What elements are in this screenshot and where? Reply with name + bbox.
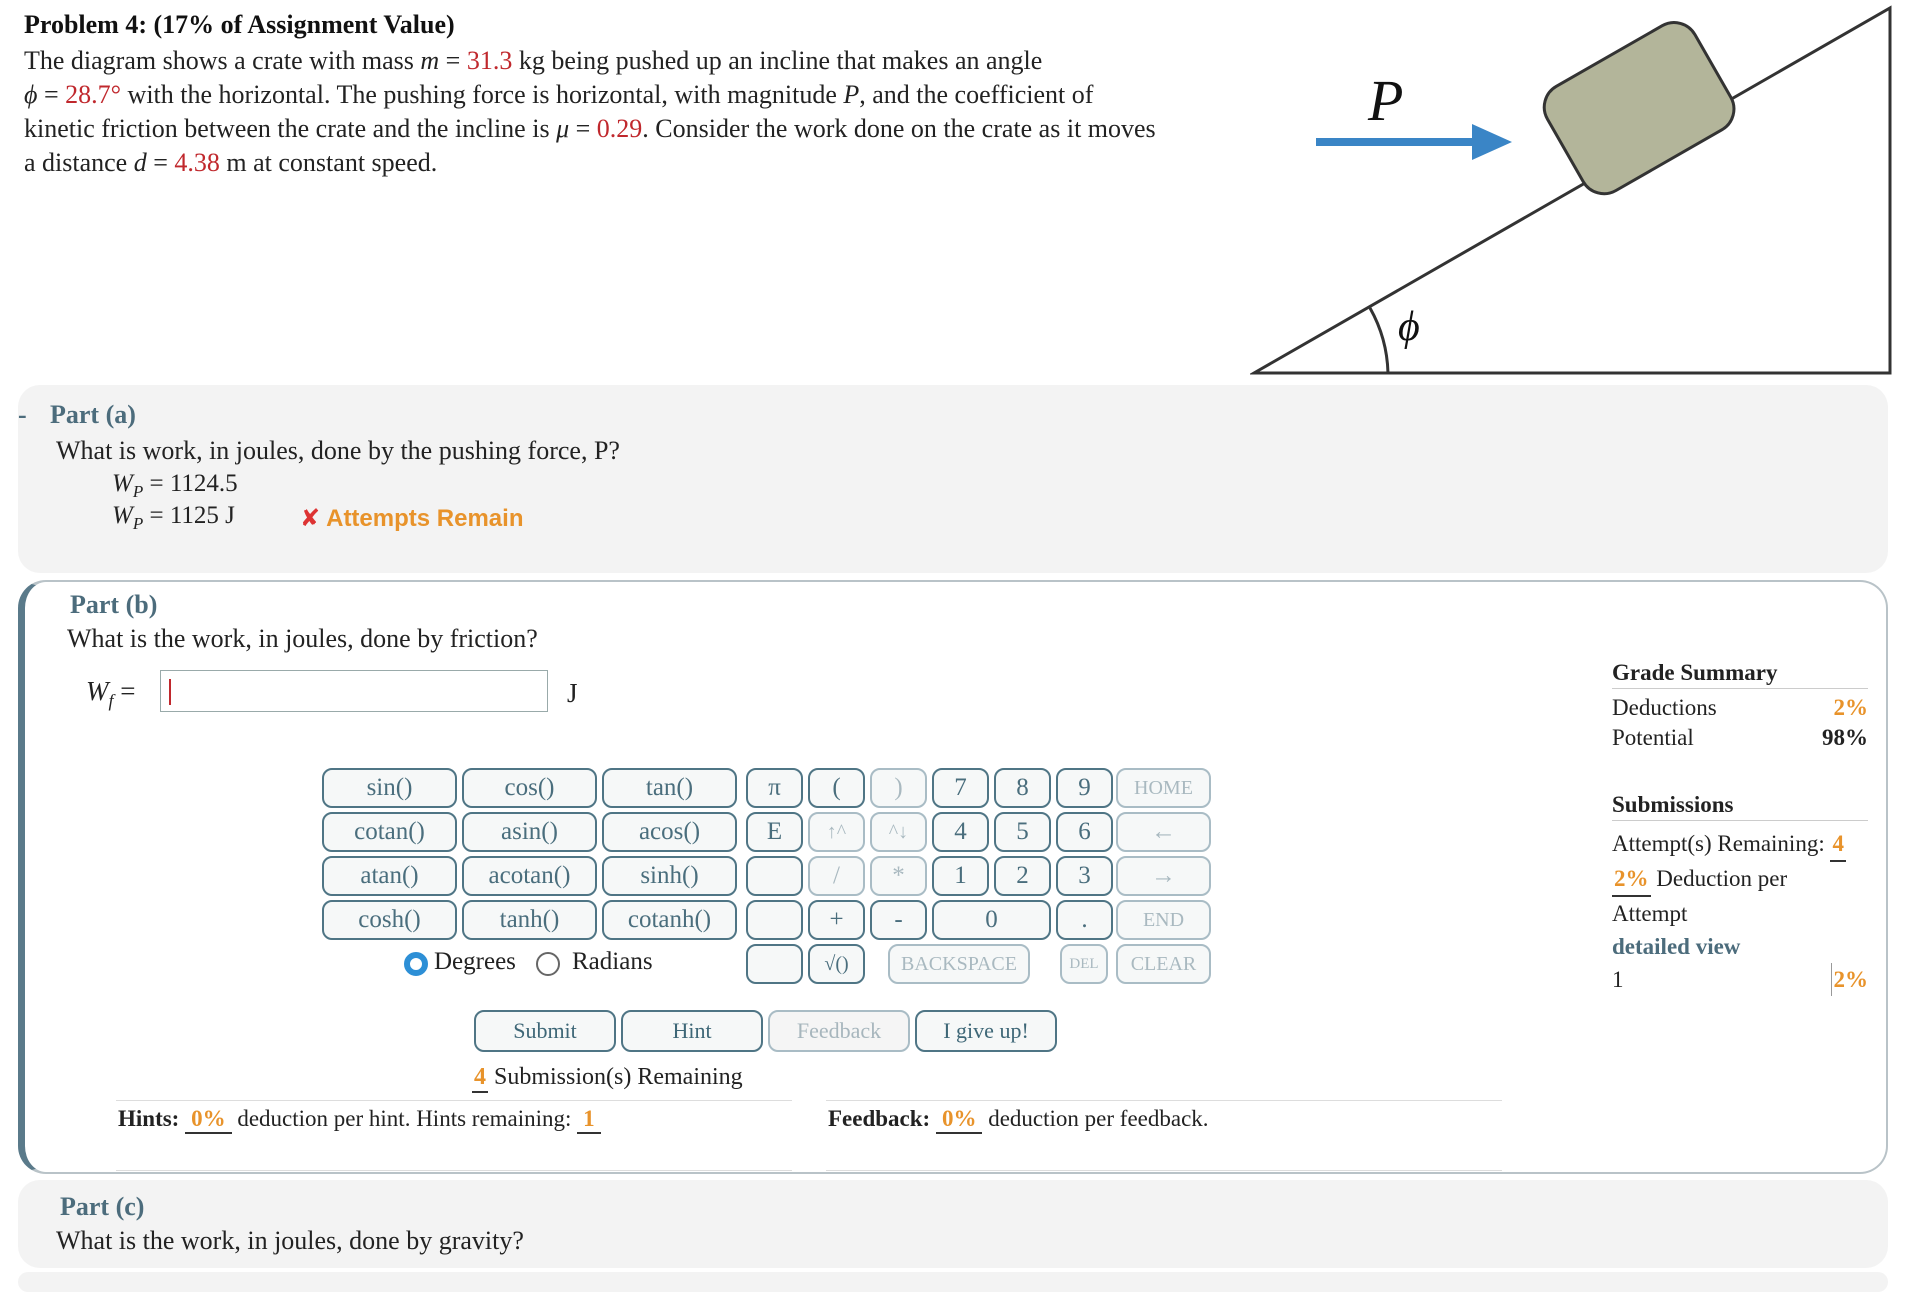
part-b-question: What is the work, in joules, done by friction? (67, 624, 538, 653)
end-button[interactable]: END (1116, 900, 1211, 940)
submissions-title: Submissions (1612, 792, 1868, 821)
key-acos[interactable]: acos() (602, 812, 737, 852)
radians-label[interactable]: Radians (572, 948, 653, 975)
incline-triangle (1254, 8, 1890, 373)
key-blank-3[interactable] (746, 944, 803, 984)
right-arrow-key[interactable]: → (1116, 856, 1211, 896)
unit-label: J (567, 678, 578, 708)
part-d-panel-edge (18, 1272, 1888, 1292)
degrees-radio[interactable] (404, 952, 428, 976)
part-c-question: What is the work, in joules, done by gravity? (56, 1226, 524, 1255)
key-1[interactable]: 1 (932, 856, 989, 896)
hint-button[interactable]: Hint (621, 1010, 763, 1052)
key-4[interactable]: 4 (932, 812, 989, 852)
input-label: $W_f$ = (86, 676, 136, 711)
problem-title: Problem 4: (17% of Assignment Value) (24, 10, 455, 39)
key-0[interactable]: 0 (932, 900, 1051, 940)
key-minus[interactable]: - (870, 900, 927, 940)
key-sinh[interactable]: sinh() (602, 856, 737, 896)
key-tan[interactable]: tan() (602, 768, 737, 808)
detailed-view-link[interactable]: detailed view (1612, 934, 1741, 959)
feedback-divider-bottom (826, 1170, 1502, 1171)
key-5[interactable]: 5 (994, 812, 1051, 852)
home-button[interactable]: HOME (1116, 768, 1211, 808)
submit-button[interactable]: Submit (474, 1010, 616, 1052)
submissions-remaining: 4 Submission(s) Remaining (472, 1064, 743, 1093)
key-open-paren[interactable]: ( (808, 768, 865, 808)
force-label: P (1368, 68, 1404, 133)
key-blank-1[interactable] (746, 856, 803, 896)
submissions-summary (1612, 792, 1868, 996)
key-e[interactable]: E (746, 812, 803, 852)
grade-summary (1612, 660, 1868, 751)
key-divide[interactable]: / (808, 856, 865, 896)
key-3[interactable]: 3 (1056, 856, 1113, 896)
grade-summary-title: Grade Summary (1612, 660, 1868, 689)
left-arrow-key[interactable]: ← (1116, 812, 1211, 852)
potential-label: Potential (1612, 725, 1694, 750)
part-a-question: What is work, in joules, done by the pushing force, P? (56, 436, 620, 465)
feedback-divider-top (826, 1100, 1502, 1101)
hints-divider-top (116, 1100, 792, 1101)
key-tanh[interactable]: tanh() (462, 900, 597, 940)
hints-divider-bottom (116, 1170, 792, 1171)
deductions-label: Deductions (1612, 695, 1717, 720)
key-6[interactable]: 6 (1056, 812, 1113, 852)
part-a-answer-formatted: $W_P = 1125$ J (112, 502, 235, 533)
attempts-remaining-line: Attempt(s) Remaining: 4 (1612, 827, 1868, 862)
part-c-title[interactable]: Part (c) (60, 1192, 145, 1221)
incline-diagram (1250, 0, 1900, 380)
cross-icon: ✘ (300, 505, 321, 532)
give-up-button[interactable]: I give up! (915, 1010, 1057, 1052)
key-close-paren[interactable]: ) (870, 768, 927, 808)
feedback-info: Feedback: 0% deduction per feedback. (828, 1106, 1209, 1134)
key-cotan[interactable]: cotan() (322, 812, 457, 852)
distance-value: 4.38 (174, 148, 220, 177)
degrees-label[interactable]: Degrees (434, 948, 516, 975)
key-up-power[interactable]: ↑^ (808, 812, 865, 852)
text-cursor (169, 679, 171, 705)
key-cosh[interactable]: cosh() (322, 900, 457, 940)
angle-value: 28.7° (65, 80, 122, 109)
key-multiply[interactable]: * (870, 856, 927, 896)
clear-button[interactable]: CLEAR (1116, 944, 1211, 984)
backspace-button[interactable]: BACKSPACE (888, 944, 1030, 984)
collapse-marker[interactable]: - (18, 400, 27, 429)
part-a-panel (18, 385, 1888, 573)
friction-coefficient-value: 0.29 (596, 114, 643, 143)
key-sqrt[interactable]: √() (808, 944, 865, 984)
key-sin[interactable]: sin() (322, 768, 457, 808)
key-down-power[interactable]: ^↓ (870, 812, 927, 852)
radians-radio[interactable] (536, 952, 560, 976)
hints-info: Hints: 0% deduction per hint. Hints remaining: 1 (118, 1106, 601, 1134)
force-arrow-head (1472, 124, 1512, 160)
key-acotan[interactable]: acotan() (462, 856, 597, 896)
key-cos[interactable]: cos() (462, 768, 597, 808)
key-atan[interactable]: atan() (322, 856, 457, 896)
key-blank-2[interactable] (746, 900, 803, 940)
feedback-button[interactable]: Feedback (768, 1010, 910, 1052)
key-2[interactable]: 2 (994, 856, 1051, 896)
key-dot[interactable]: . (1056, 900, 1113, 940)
deductions-value: 2% (1833, 695, 1868, 720)
mass-value: 31.3 (466, 46, 513, 75)
attempts-remain-status: ✘ Attempts Remain (300, 505, 524, 532)
answer-input[interactable] (160, 670, 548, 712)
key-asin[interactable]: asin() (462, 812, 597, 852)
angle-label: ϕ (1398, 304, 1420, 350)
problem-statement: The diagram shows a crate with mass m = 31.3 kg being pushed up an incline that makes an angle ϕ = 28.7° with the horizontal. The pushing force is horizontal, with magnitude P, and the coefficient of kinetic friction between the crate and the incline is μ = 0.29. Consider the work done on the crate as it moves a distance d = 4.38 m at constant speed. (24, 46, 1156, 177)
part-a-title[interactable]: Part (a) (50, 400, 136, 429)
key-pi[interactable]: π (746, 768, 803, 808)
key-7[interactable]: 7 (932, 768, 989, 808)
key-plus[interactable]: + (808, 900, 865, 940)
key-cotanh[interactable]: cotanh() (602, 900, 737, 940)
key-8[interactable]: 8 (994, 768, 1051, 808)
part-a-answer-raw: $W_P = 1124.5$ (112, 470, 238, 501)
delete-button[interactable]: DEL (1060, 944, 1108, 984)
deduction-per-attempt: 2% Deduction per Attempt (1612, 862, 1868, 930)
potential-value: 98% (1822, 725, 1868, 750)
key-9[interactable]: 9 (1056, 768, 1113, 808)
part-b-title[interactable]: Part (b) (70, 590, 158, 619)
attempt-row: 1 2% (1612, 963, 1868, 996)
